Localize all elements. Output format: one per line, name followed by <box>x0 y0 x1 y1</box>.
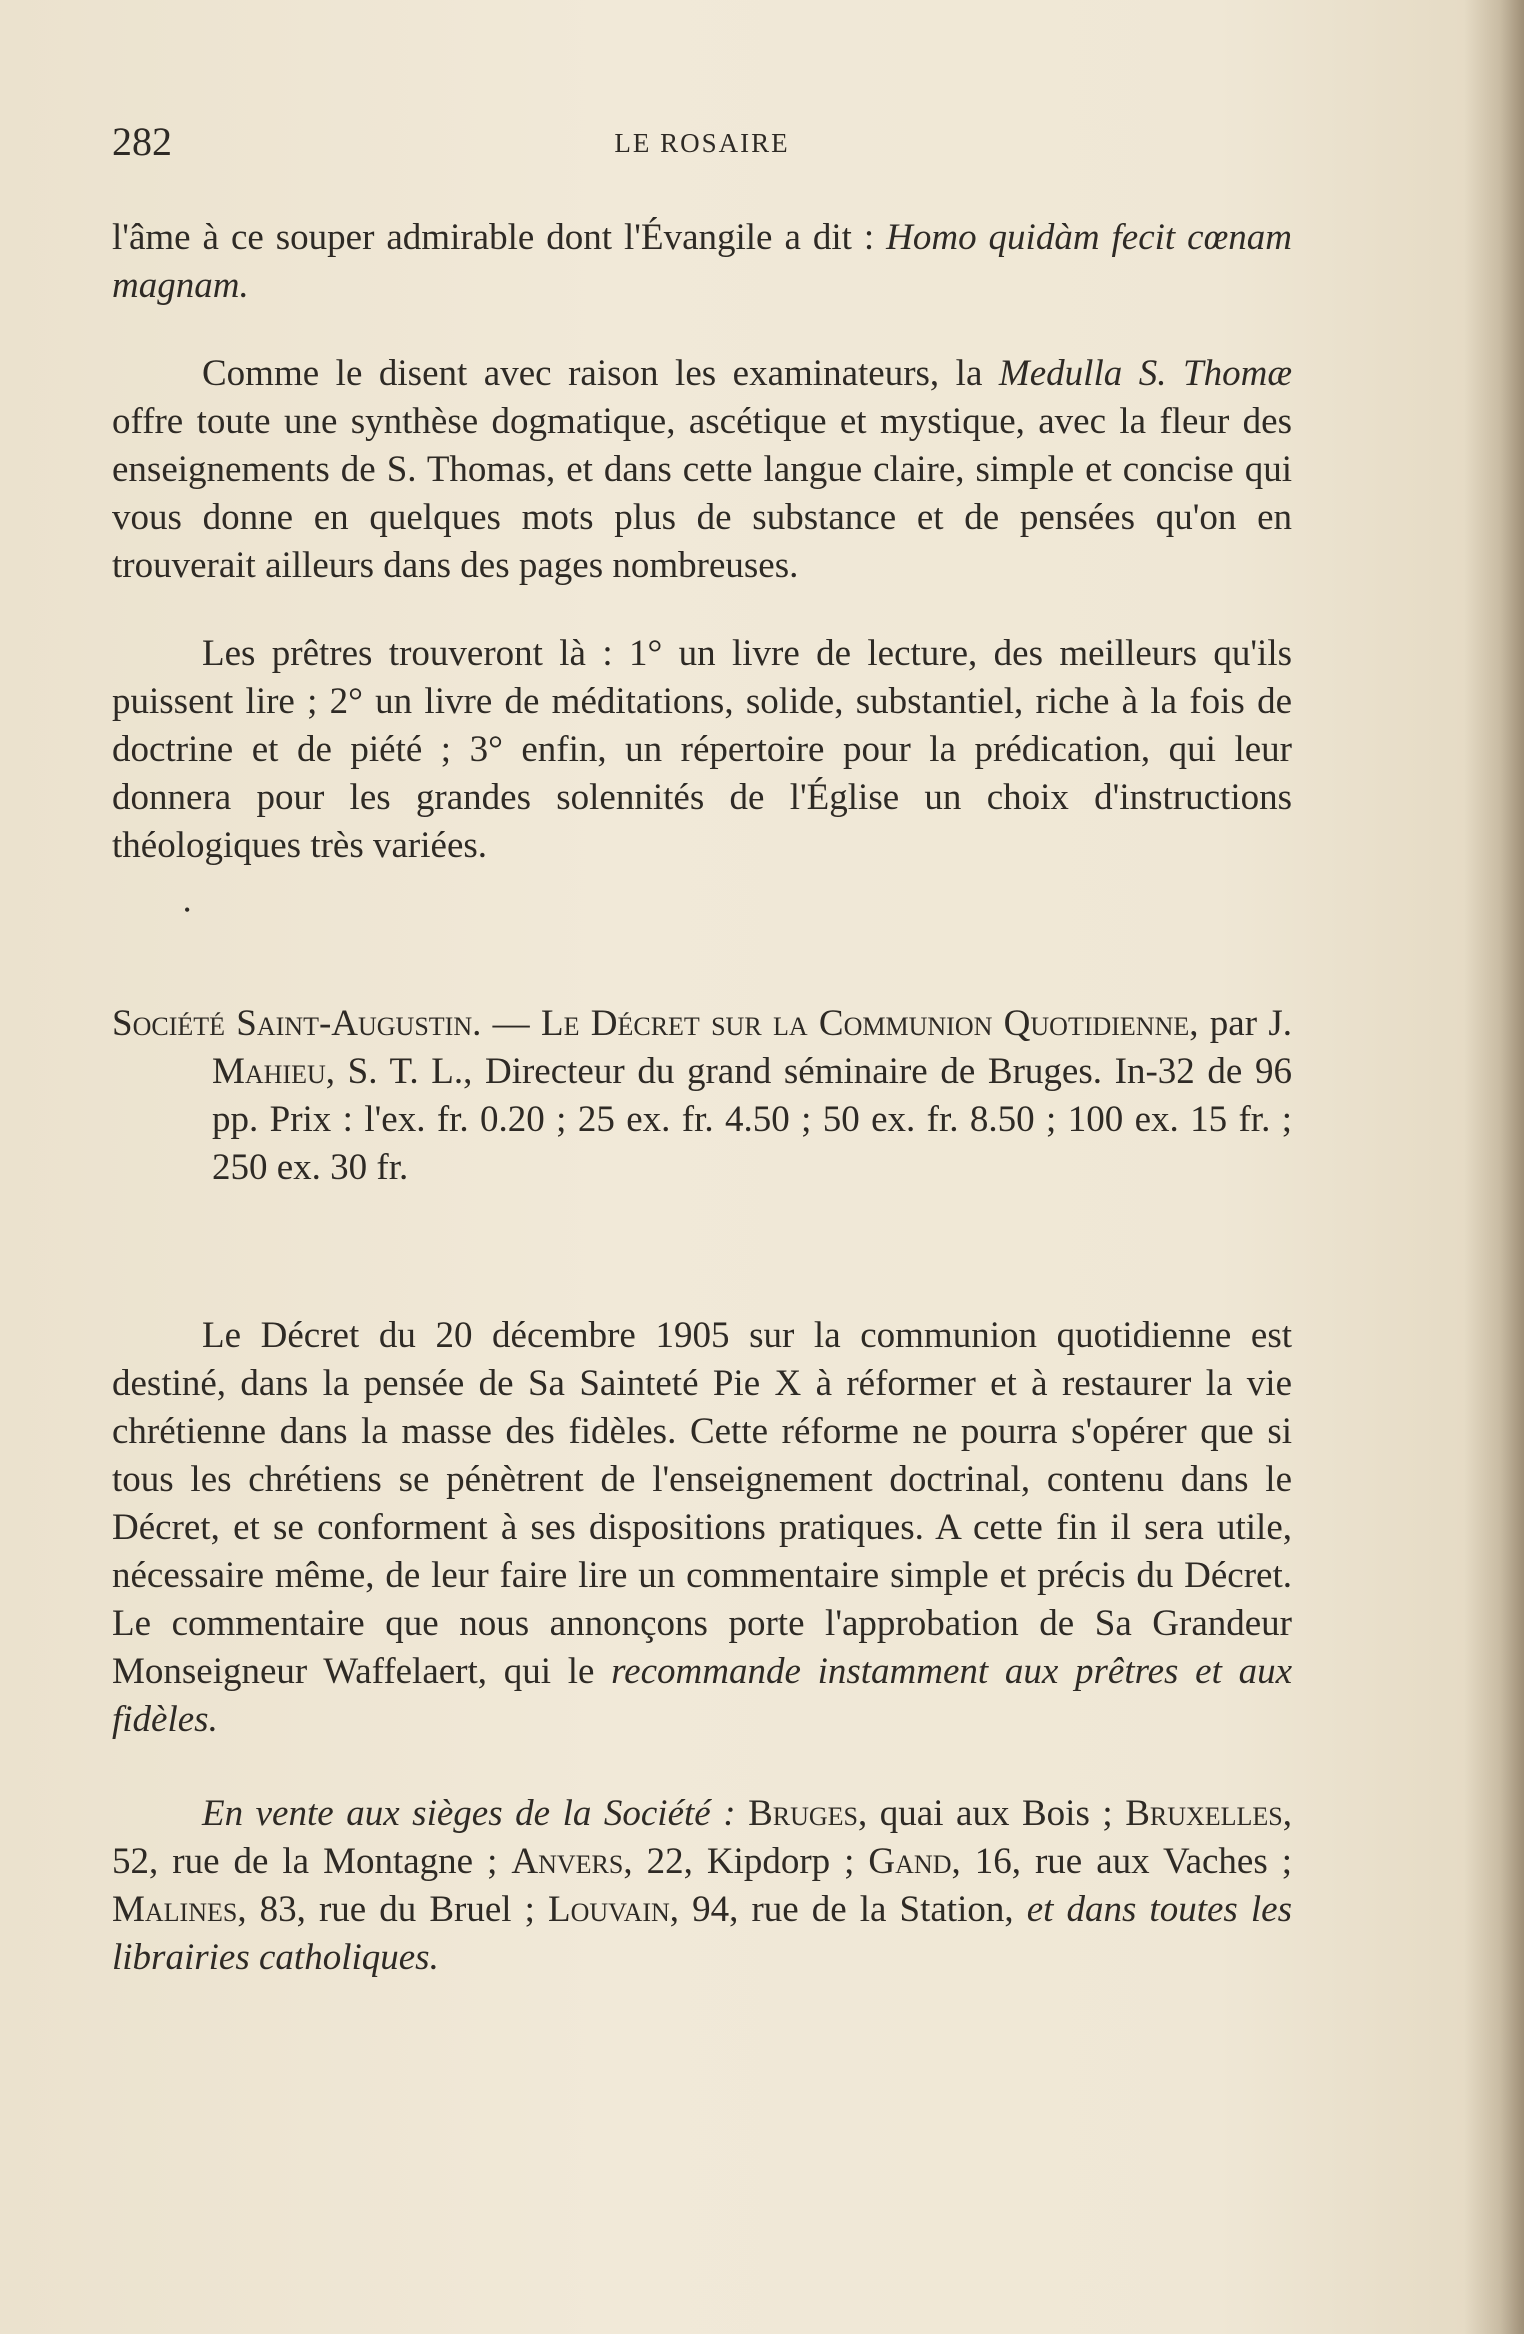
book-details: , S. T. L., Directeur du grand séminaire de Bruges. In-32 de 96 pp. Prix : l'ex. fr. 0.20 ; 25 ex. fr. 4.50 ; 50 ex. fr. 8.50 ; 100 ex. 15 fr. ; 250 ex. 30 fr. <box>212 1051 1292 1188</box>
paragraph-text: l'âme à ce souper admirable dont l'Évangile a dit : <box>112 217 887 258</box>
space <box>736 1793 749 1834</box>
bookshops-italic: et dans toutes les librairies catholiques. <box>112 1889 1292 1978</box>
paragraph-sale-points <box>112 1790 1292 1982</box>
city-malines: Malines <box>112 1889 238 1930</box>
paragraph-text: Le Décret du 20 décembre 1905 sur la communion quotidienne est destiné, dans la pensée de Sa Sainteté Pie X à réformer et à restaurer la vie chrétienne dans la masse des fidèles. Cette réforme ne pourra s'opérer que si tous les chrétiens se pénètrent de l'enseignement doctrinal, contenu dans le Décret, et se conforment à ses dispositions pratiques. A cette fin il sera utile, nécessaire même, de leur faire lire un commentaire simple et précis du Décret. Le commentaire que nous annonçons porte l'approbation de Sa Grandeur Monseigneur Waffelaert, qui le <box>112 1315 1292 1692</box>
book-page <box>112 118 1292 1982</box>
bullet-mark: • <box>184 900 191 920</box>
author-name: Mahieu <box>212 1051 326 1092</box>
paragraph-decree <box>112 1312 1292 1744</box>
address-text: , 22, Kipdorp ; <box>623 1841 869 1882</box>
book-title-italic: Medulla S. Thomæ <box>998 353 1292 394</box>
paragraph-medulla <box>112 350 1292 590</box>
paragraph-text: Comme le disent avec raison les examinateurs, la <box>202 353 999 394</box>
paragraph-priests <box>112 630 1292 870</box>
city-anvers: Anvers <box>511 1841 624 1882</box>
latin-quote: Homo quidàm fecit cœnam magnam. <box>112 217 1292 306</box>
paragraph-text: offre toute une synthèse dogmatique, ascétique et mystique, avec la fleur des enseignements de S. Thomas, et dans cette langue claire, simple et concise qui vous donne en quelques mots plus de substance et de pensées qu'on en trouverait ailleurs dans des pages nombreuses. <box>112 401 1292 586</box>
address-text: , 52, rue de la Montagne ; <box>112 1793 1292 1882</box>
running-title: LE ROSAIRE <box>614 128 790 158</box>
city-bruges: Bruges <box>748 1793 859 1834</box>
book-listing <box>112 1000 1292 1192</box>
city-bruxelles: Bruxelles <box>1125 1793 1283 1834</box>
dash: — <box>481 1003 541 1044</box>
by-text: par J. <box>1198 1003 1292 1044</box>
sale-intro: En vente aux sièges de la Société : <box>202 1793 736 1834</box>
paragraph-text: Les prêtres trouveront là : 1° un livre de lecture, des meilleurs qu'ils puissent lire ; 2° un livre de méditations, solide, substantiel, riche à la fois de doctrine et de piété ; 3° enfin, un répertoire pour la prédication, qui leur donnera pour les grandes solennités de l'Église un choix d'instructions théologiques très variées. <box>112 633 1292 866</box>
page-header <box>112 118 1292 174</box>
publisher-name: Société Saint-Augustin. <box>112 1003 482 1044</box>
page-edge-shadow <box>1464 0 1524 2334</box>
paragraph-continuation <box>112 214 1292 310</box>
address-text: , 16, rue aux Vaches ; <box>951 1841 1293 1882</box>
city-louvain: Louvain <box>548 1889 670 1930</box>
city-gand: Gand <box>868 1841 952 1882</box>
recommendation-italic: recommande instamment aux prêtres et aux fidèles. <box>112 1651 1292 1740</box>
page-number: 282 <box>112 119 172 164</box>
address-text: , 83, rue du Bruel ; <box>237 1889 548 1930</box>
book-title: Le Décret sur la Communion Quotidienne, <box>540 1003 1199 1044</box>
address-text: , 94, rue de la Station, <box>669 1889 1027 1930</box>
address-text: , quai aux Bois ; <box>858 1793 1126 1834</box>
